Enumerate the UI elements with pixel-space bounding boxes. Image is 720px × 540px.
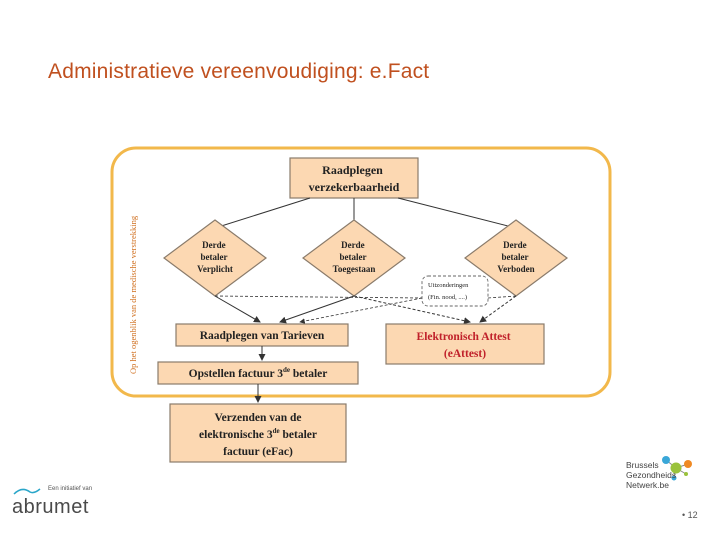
bgn-line3: Netwerk.be [626,480,669,490]
verzenden-line1: Verzenden van de [214,412,302,424]
uitzonderingen-line2: (Fin. nood, ....) [428,294,467,301]
node-elektronisch-attest-line1: Elektronisch Attest [416,331,511,343]
svg-text:Verzenden van de [214,412,301,424]
side-label: Op het ogenblik van de medische verstrekking [128,215,138,374]
diamond-verboden-line1: Derde [503,240,527,250]
page-number: • 12 [682,510,698,520]
node-opstellen-factuur-text [189,366,328,380]
node-raadplegen-verzekerbaarheid-line2: verzekerbaarheid [308,180,400,194]
bgn-text [626,460,676,490]
verzenden-line3: factuur (eFac) [223,446,293,458]
abrumet-mark-icon [12,486,42,496]
flow-diagram [100,138,620,468]
svg-text:factuur (eFac) [223,446,293,458]
abrumet-name: abrumet [12,496,89,518]
opstellen-sup: de [282,366,290,374]
opstellen-main: Opstellen factuur 3 [188,368,283,380]
node-raadplegen-verzekerbaarheid-line1: Raadplegen [322,163,383,177]
verzenden-line2 [199,427,317,441]
bgn-logo [608,452,708,496]
slide-title: Administratieve vereenvoudiging: e.Fact [48,60,430,83]
verzenden-line2-main: elektronische 3 [199,429,273,441]
diamond-toegestaan-line3: Toegestaan [332,264,376,274]
abrumet-tagline: Een initiatief van [48,486,93,492]
diamond-toegestaan-line2: betaler [339,252,367,262]
node-elektronisch-attest-line2: (eAttest) [443,348,487,360]
diamond-verplicht-line1: Derde [202,240,226,250]
diamond-verplicht-line2: betaler [200,252,228,262]
bgn-line2: Gezondheids [626,470,677,480]
uitzonderingen-box [422,276,488,306]
verzenden-line2-sup: de [272,427,280,435]
diamond-verplicht-line3: Verplicht [197,264,233,274]
diamond-verboden-line3: Verboden [497,264,535,274]
opstellen-tail: betaler [289,368,328,380]
diamond-toegestaan-line1: Derde [341,240,365,250]
page-number-value: 12 [687,510,698,520]
node-raadplegen-tarieven-text: Raadplegen van Tarieven [199,330,325,342]
diamond-verboden-line2: betaler [501,252,529,262]
verzenden-line2-tail: betaler [279,429,317,441]
bgn-line1: Brussels [626,460,659,470]
svg-text:Derde betaler Verplich [197,240,233,274]
uitzonderingen-line1: Uitzonderingen [428,282,469,289]
